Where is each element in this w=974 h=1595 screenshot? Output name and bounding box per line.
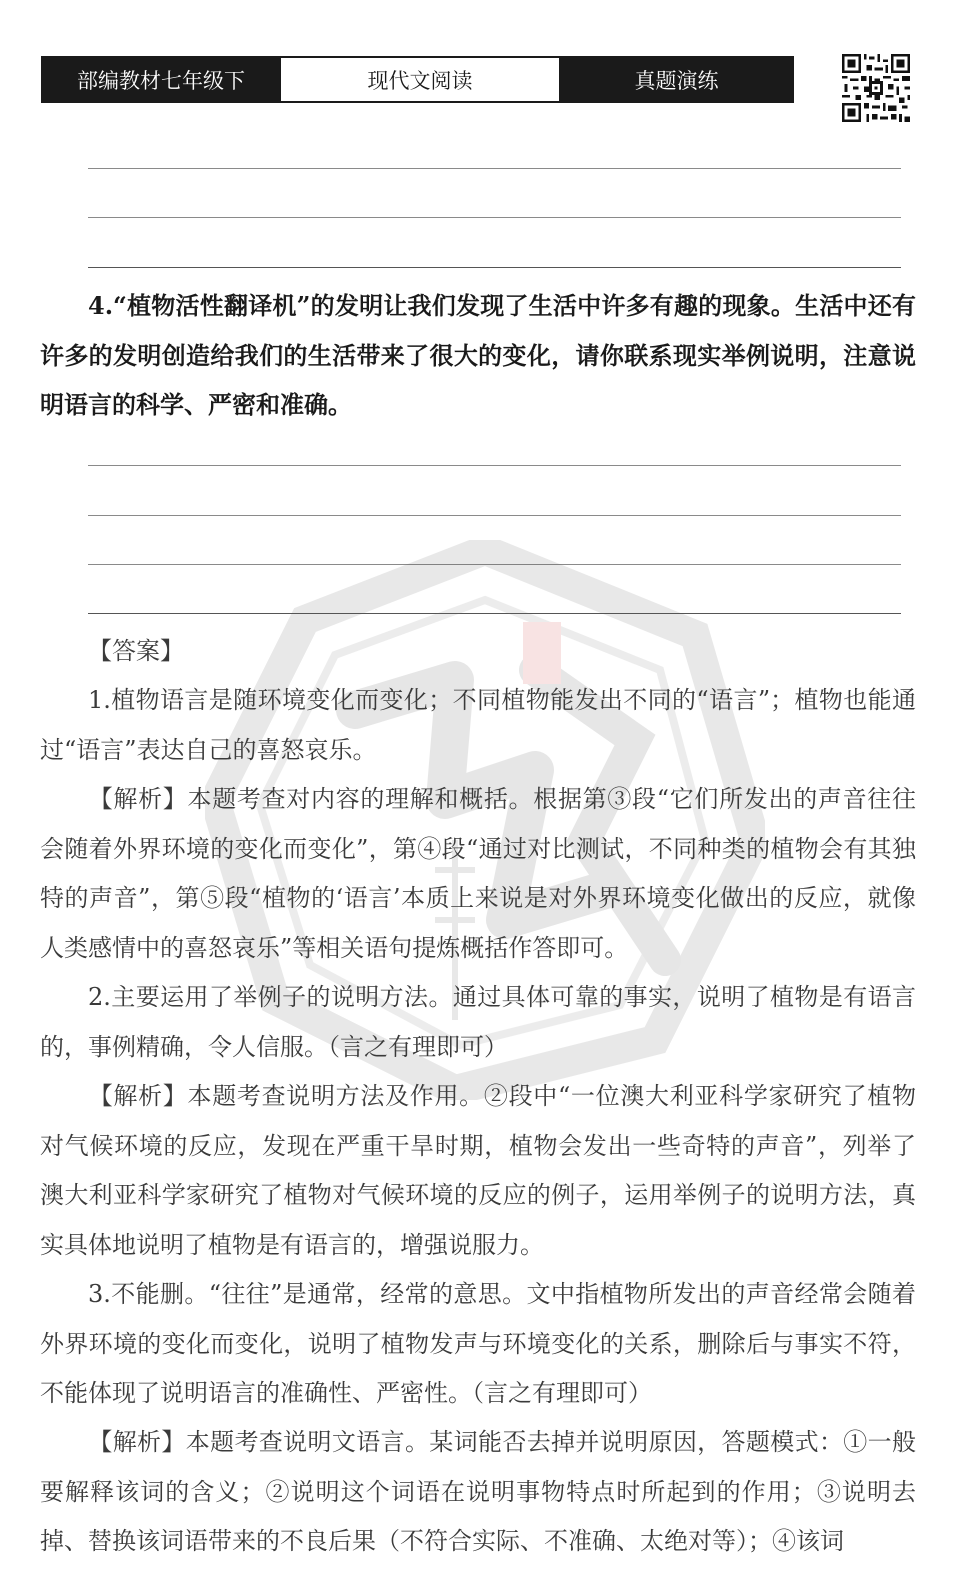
section-label: 现代文阅读 xyxy=(279,58,561,101)
answer-line xyxy=(88,465,901,466)
answer-line xyxy=(88,267,901,268)
header-bar xyxy=(41,56,794,103)
grade-label: 部编教材七年级下 xyxy=(43,58,279,101)
answer-line xyxy=(88,168,901,169)
answer-line xyxy=(88,564,901,565)
practice-label: 真题演练 xyxy=(561,58,792,101)
answer-line xyxy=(88,613,901,614)
answer-2: 2.主要运用了举例子的说明方法。通过具体可靠的事实，说明了植物是有语言的，事例精确，令人信服。（言之有理即可） xyxy=(40,983,916,1061)
answer-1-analysis: 【解析】本题考查对内容的理解和概括。根据第③段“它们所发出的声音往往会随着外界环境的变化而变化”，第④段“通过对比测试，不同种类的植物会有其独特的声音”，第⑤段“植物的‘语言’本质上来说是对外界环境变化做出的反应，就像人类感情中的喜怒哀乐”等相关语句提炼概括作答即可。 xyxy=(40,785,916,962)
answer-3-analysis: 【解析】本题考查说明文语言。某词能否去掉并说明原因，答题模式：①一般要解释该词的含义；②说明这个词语在说明事物特点时所起到的作用；③说明去掉、替换该词语带来的不良后果（不符合实际、不准确、太绝对等）；④该词 xyxy=(40,1428,916,1555)
answer-line xyxy=(88,515,901,516)
answer-1: 1.植物语言是随环境变化而变化；不同植物能发出不同的“语言”；植物也能通过“语言”表达自己的喜怒哀乐。 xyxy=(40,686,916,764)
question-4 xyxy=(40,281,916,430)
qr-code-icon[interactable] xyxy=(842,54,910,122)
answer-2-analysis: 【解析】本题考查说明方法及作用。②段中“一位澳大利亚科学家研究了植物对气候环境的反应，发现在严重干旱时期，植物会发出一些奇特的声音”，列举了澳大利亚科学家研究了植物对气候环境的反应的例子，运用举例子的说明方法，真实具体地说明了植物是有语言的，增强说服力。 xyxy=(40,1082,916,1259)
question-4-text: 4.“植物活性翻译机”的发明让我们发现了生活中许多有趣的现象。生活中还有许多的发明创造给我们的生活带来了很大的变化，请你联系现实举例说明，注意说明语言的科学、严密和准确。 xyxy=(40,291,916,419)
answer-3: 3.不能删。“往往”是通常，经常的意思。文中指植物所发出的声音经常会随着外界环境的变化而变化，说明了植物发声与环境变化的关系，删除后与事实不符，不能体现了说明语言的准确性、严密性。（言之有理即可） xyxy=(40,1280,916,1407)
answer-heading: 【答案】 xyxy=(88,637,184,665)
answer-line xyxy=(88,217,901,218)
